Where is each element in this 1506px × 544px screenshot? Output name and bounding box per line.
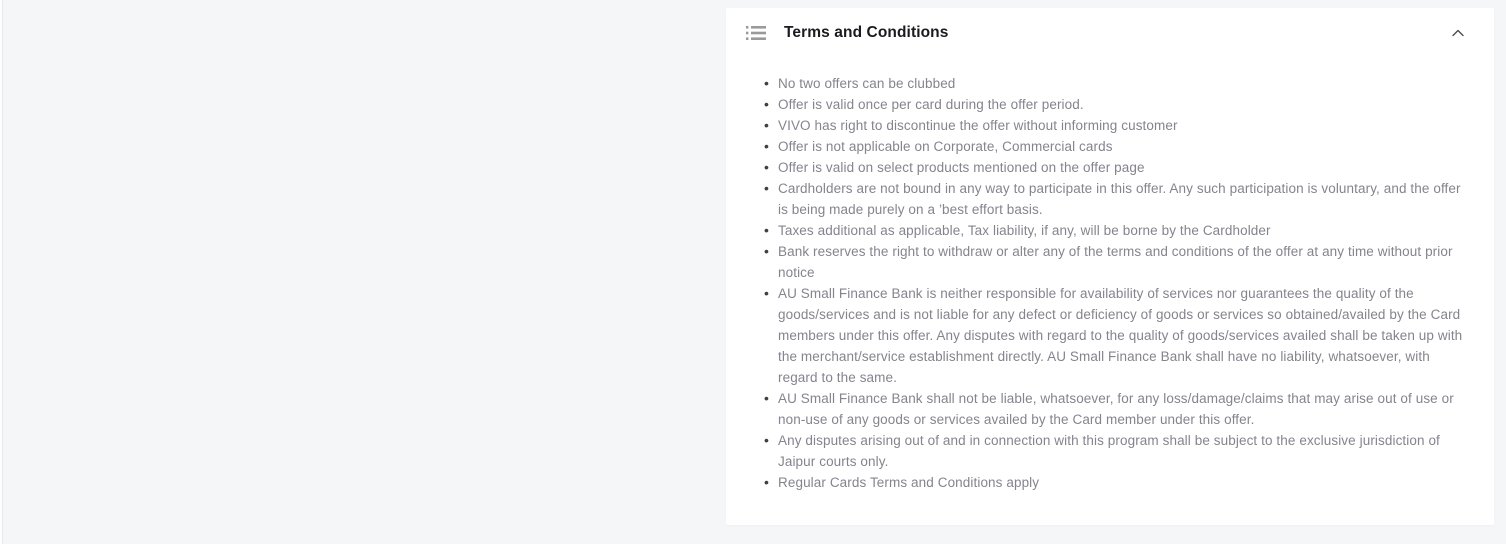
terms-and-conditions-panel xyxy=(726,8,1494,525)
terms-item: • Bank reserves the right to withdraw or alter any of the terms and conditions of the offer at any time without prior notice xyxy=(778,241,1470,283)
chevron-up-icon xyxy=(1450,26,1466,40)
terms-item: • AU Small Finance Bank shall not be liable, whatsoever, for any loss/damage/claims that may arise out of use or non-use of any goods or services availed by the Card member under this offer. xyxy=(778,388,1470,430)
terms-item: • Offer is valid on select products mentioned on the offer page xyxy=(778,157,1470,178)
terms-item: • Taxes additional as applicable, Tax liability, if any, will be borne by the Cardholder xyxy=(778,220,1470,241)
terms-item: • Regular Cards Terms and Conditions apply xyxy=(778,472,1470,493)
terms-item: • Offer is not applicable on Corporate, Commercial cards xyxy=(778,136,1470,157)
terms-item: • Offer is valid once per card during the offer period. xyxy=(778,94,1470,115)
terms-item: • Any disputes arising out of and in connection with this program shall be subject to the exclusive jurisdiction of Jaipur courts only. xyxy=(778,430,1470,472)
left-edge-strip xyxy=(0,0,3,544)
list-icon xyxy=(746,25,766,41)
terms-item: • No two offers can be clubbed xyxy=(778,73,1470,94)
terms-item: • Cardholders are not bound in any way to participate in this offer. Any such participation is voluntary, and the offer is being made purely on a ’best effort basis. xyxy=(778,178,1470,220)
terms-item: • AU Small Finance Bank is neither responsible for availability of services nor guarantees the quality of the goods/services and is not liable for any defect or deficiency of goods or services so obtained/availed by the Card members under this offer. Any disputes with regard to the quality of goods/services availed shall be taken up with the merchant/service establishment directly. AU Small Finance Bank shall have no liability, whatsoever, with regard to the same. xyxy=(778,283,1470,388)
terms-item: • VIVO has right to discontinue the offer without informing customer xyxy=(778,115,1470,136)
panel-title: Terms and Conditions xyxy=(784,24,949,41)
terms-list xyxy=(726,73,1494,493)
terms-header[interactable] xyxy=(726,8,1494,44)
collapse-button[interactable] xyxy=(1448,24,1468,42)
